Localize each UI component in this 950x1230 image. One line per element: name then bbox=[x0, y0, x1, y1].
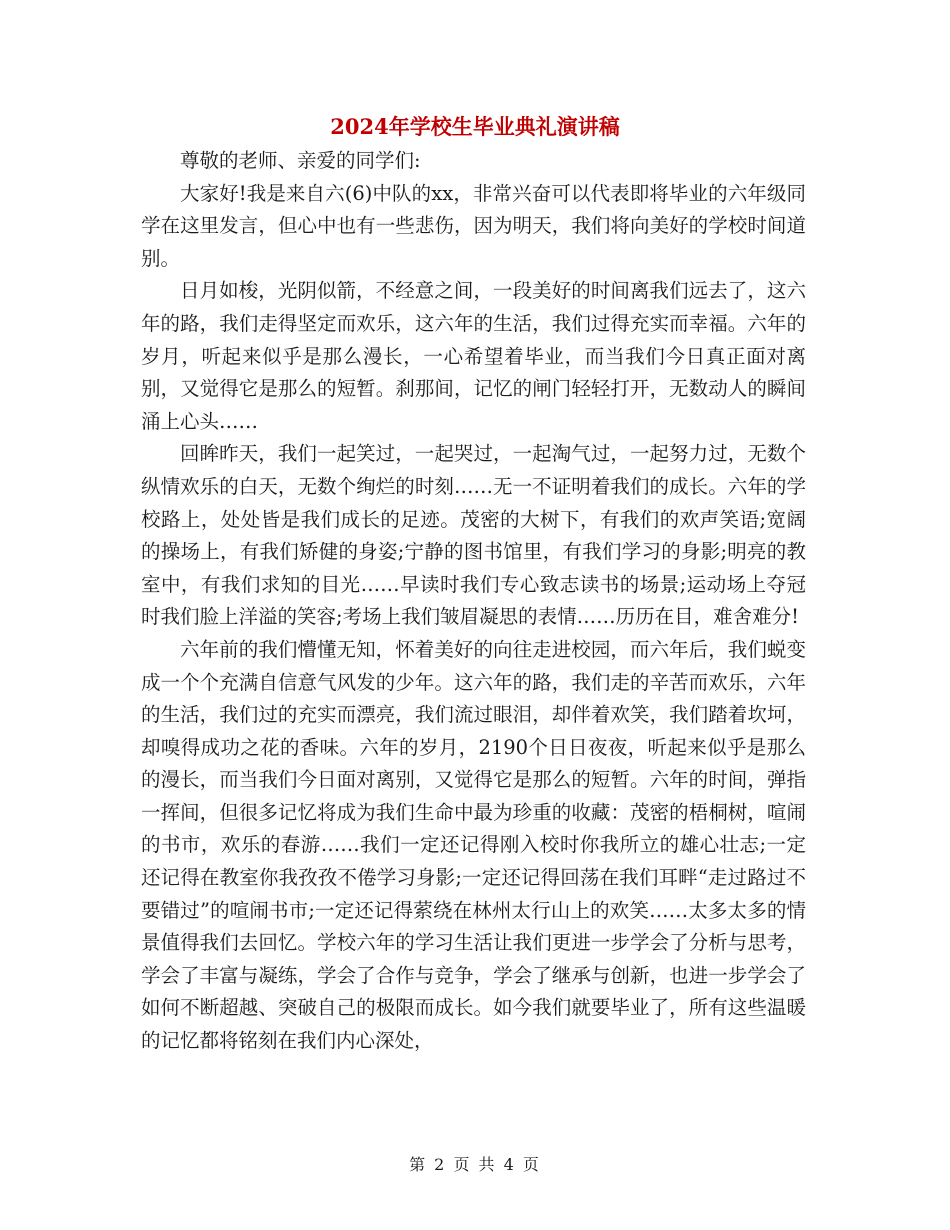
document-title: 2024年学校生毕业典礼演讲稿 bbox=[330, 114, 620, 139]
body-paragraph: 六年前的我们懵懂无知，怀着美好的向往走进校园，而六年后，我们蜕变成一个个充满自信意气风发的少年。这六年的路，我们走的辛苦而欢乐，六年的生活，我们过的充实而漂亮，我们流过眼泪，却伴着欢笑，我们踏着坎坷，却嗅得成功之花的香味。六年的岁月，2190个日日夜夜，听起来似乎是那么的漫长，而当我们今日面对离别，又觉得它是那么的短暂。六年的时间，弹指一挥间，但很多记忆将成为我们生命中最为珍重的收藏：茂密的梧桐树，喧闹的书市，欢乐的春游……我们一定还记得刚入校时你我所立的雄心壮志;一定还记得在教室你我孜孜不倦学习身影;一定还记得回荡在我们耳畔“走过路过不要错过”的喧闹书市;一定还记得萦绕在林州太行山上的欢笑……太多太多的情景值得我们去回忆。学校六年的学习生活让我们更进一步学会了分析与思考，学会了丰富与凝练，学会了合作与竞争，学会了继承与创新，也进一步学会了如何不断超越、突破自己的极限而成长。如今我们就要毕业了，所有这些温暖的记忆都将铭刻在我们内心深处， bbox=[141, 637, 806, 1053]
body-paragraph: 大家好!我是来自六(6)中队的xx，非常兴奋可以代表即将毕业的六年级同学在这里发言，但心中也有一些悲伤，因为明天，我们将向美好的学校时间道别。 bbox=[141, 181, 806, 270]
salutation-paragraph: 尊敬的老师、亲爱的同学们: bbox=[180, 149, 421, 172]
body-paragraph: 日月如梭，光阴似箭，不经意之间，一段美好的时间离我们远去了，这六年的路，我们走得坚定而欢乐，这六年的生活，我们过得充实而幸福。六年的岁月，听起来似乎是那么漫长，一心希望着毕业，而当我们今日真正面对离别，又觉得它是那么的短暂。刹那间，记忆的闸门轻轻打开，无数动人的瞬间涌上心头…… bbox=[141, 279, 806, 433]
body-paragraph: 回眸昨天，我们一起笑过，一起哭过，一起淘气过，一起努力过，无数个纵情欢乐的白天，无数个绚烂的时刻……无一不证明着我们的成长。六年的学校路上，处处皆是我们成长的足迹。茂密的大树下，有我们的欢声笑语;宽阔的操场上，有我们矫健的身姿;宁静的图书馆里，有我们学习的身影;明亮的教室中，有我们求知的目光……早读时我们专心致志读书的场景;运动场上夺冠时我们脸上洋溢的笑容;考场上我们皱眉凝思的表情……历历在目，难舍难分! bbox=[141, 442, 806, 629]
document-body bbox=[141, 145, 806, 1058]
page-number-footer: 第 2 页 共 4 页 bbox=[409, 1155, 541, 1174]
